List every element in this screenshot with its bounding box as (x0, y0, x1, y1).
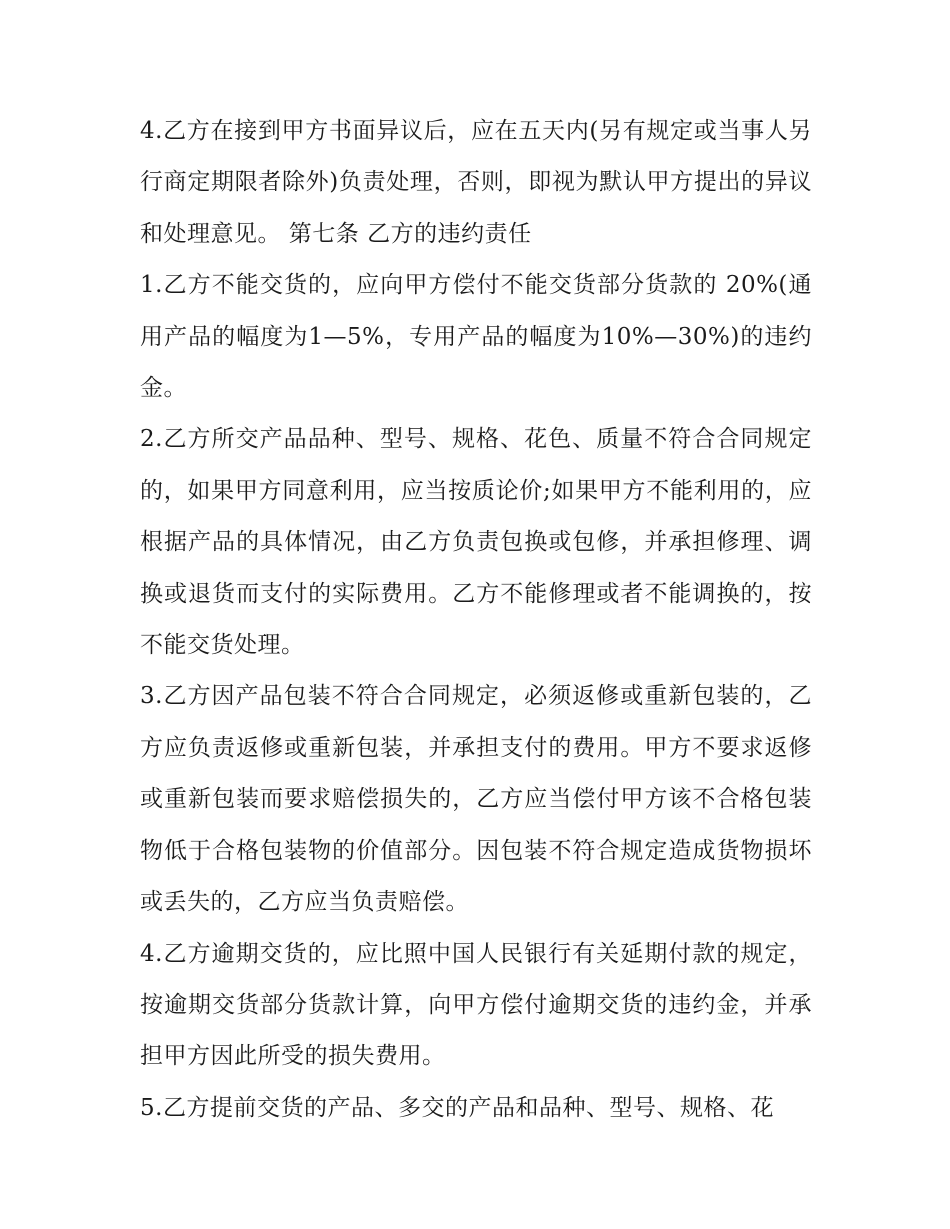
clause-paragraph-3-packaging: 3.乙方因产品包装不符合合同规定，必须返修或重新包装的，乙方应负责返修或重新包装，并承担支付的费用。甲方不要求返修或重新包装而要求赔偿损失的，乙方应当偿付甲方该不合格包装物低于合格包装物的价值部分。因包装不符合规定造成货物损坏或丢失的，乙方应当负责赔偿。 (140, 683, 812, 916)
clause-paragraph-4-late-delivery: 4.乙方逾期交货的，应比照中国人民银行有关延期付款的规定，按逾期交货部分货款计算，向甲方偿付逾期交货的违约金，并承担甲方因此所受的损失费用。 (140, 940, 812, 1070)
clause-paragraph-5-early-delivery: 5.乙方提前交货的产品、多交的产品和品种、型号、规格、花 (140, 1094, 774, 1121)
clause-paragraph-4-objection: 4.乙方在接到甲方书面异议后，应在五天内(另有规定或当事人另行商定期限者除外)负责处理，否则，即视为默认甲方提出的异议和处理意见。 第七条 乙方的违约责任 (140, 118, 812, 247)
clause-paragraph-1-non-delivery: 1.乙方不能交货的，应向甲方偿付不能交货部分货款的 20%(通用产品的幅度为1—5%，专用产品的幅度为10%—30%)的违约金。 (140, 272, 812, 402)
clause-paragraph-2-nonconforming: 2.乙方所交产品品种、型号、规格、花色、质量不符合合同规定的，如果甲方同意利用，应当按质论价;如果甲方不能利用的，应根据产品的具体情况，由乙方负责包换或包修，并承担修理、调换或退货而支付的实际费用。乙方不能修理或者不能调换的，按不能交货处理。 (140, 426, 812, 659)
document-body (140, 106, 812, 1134)
